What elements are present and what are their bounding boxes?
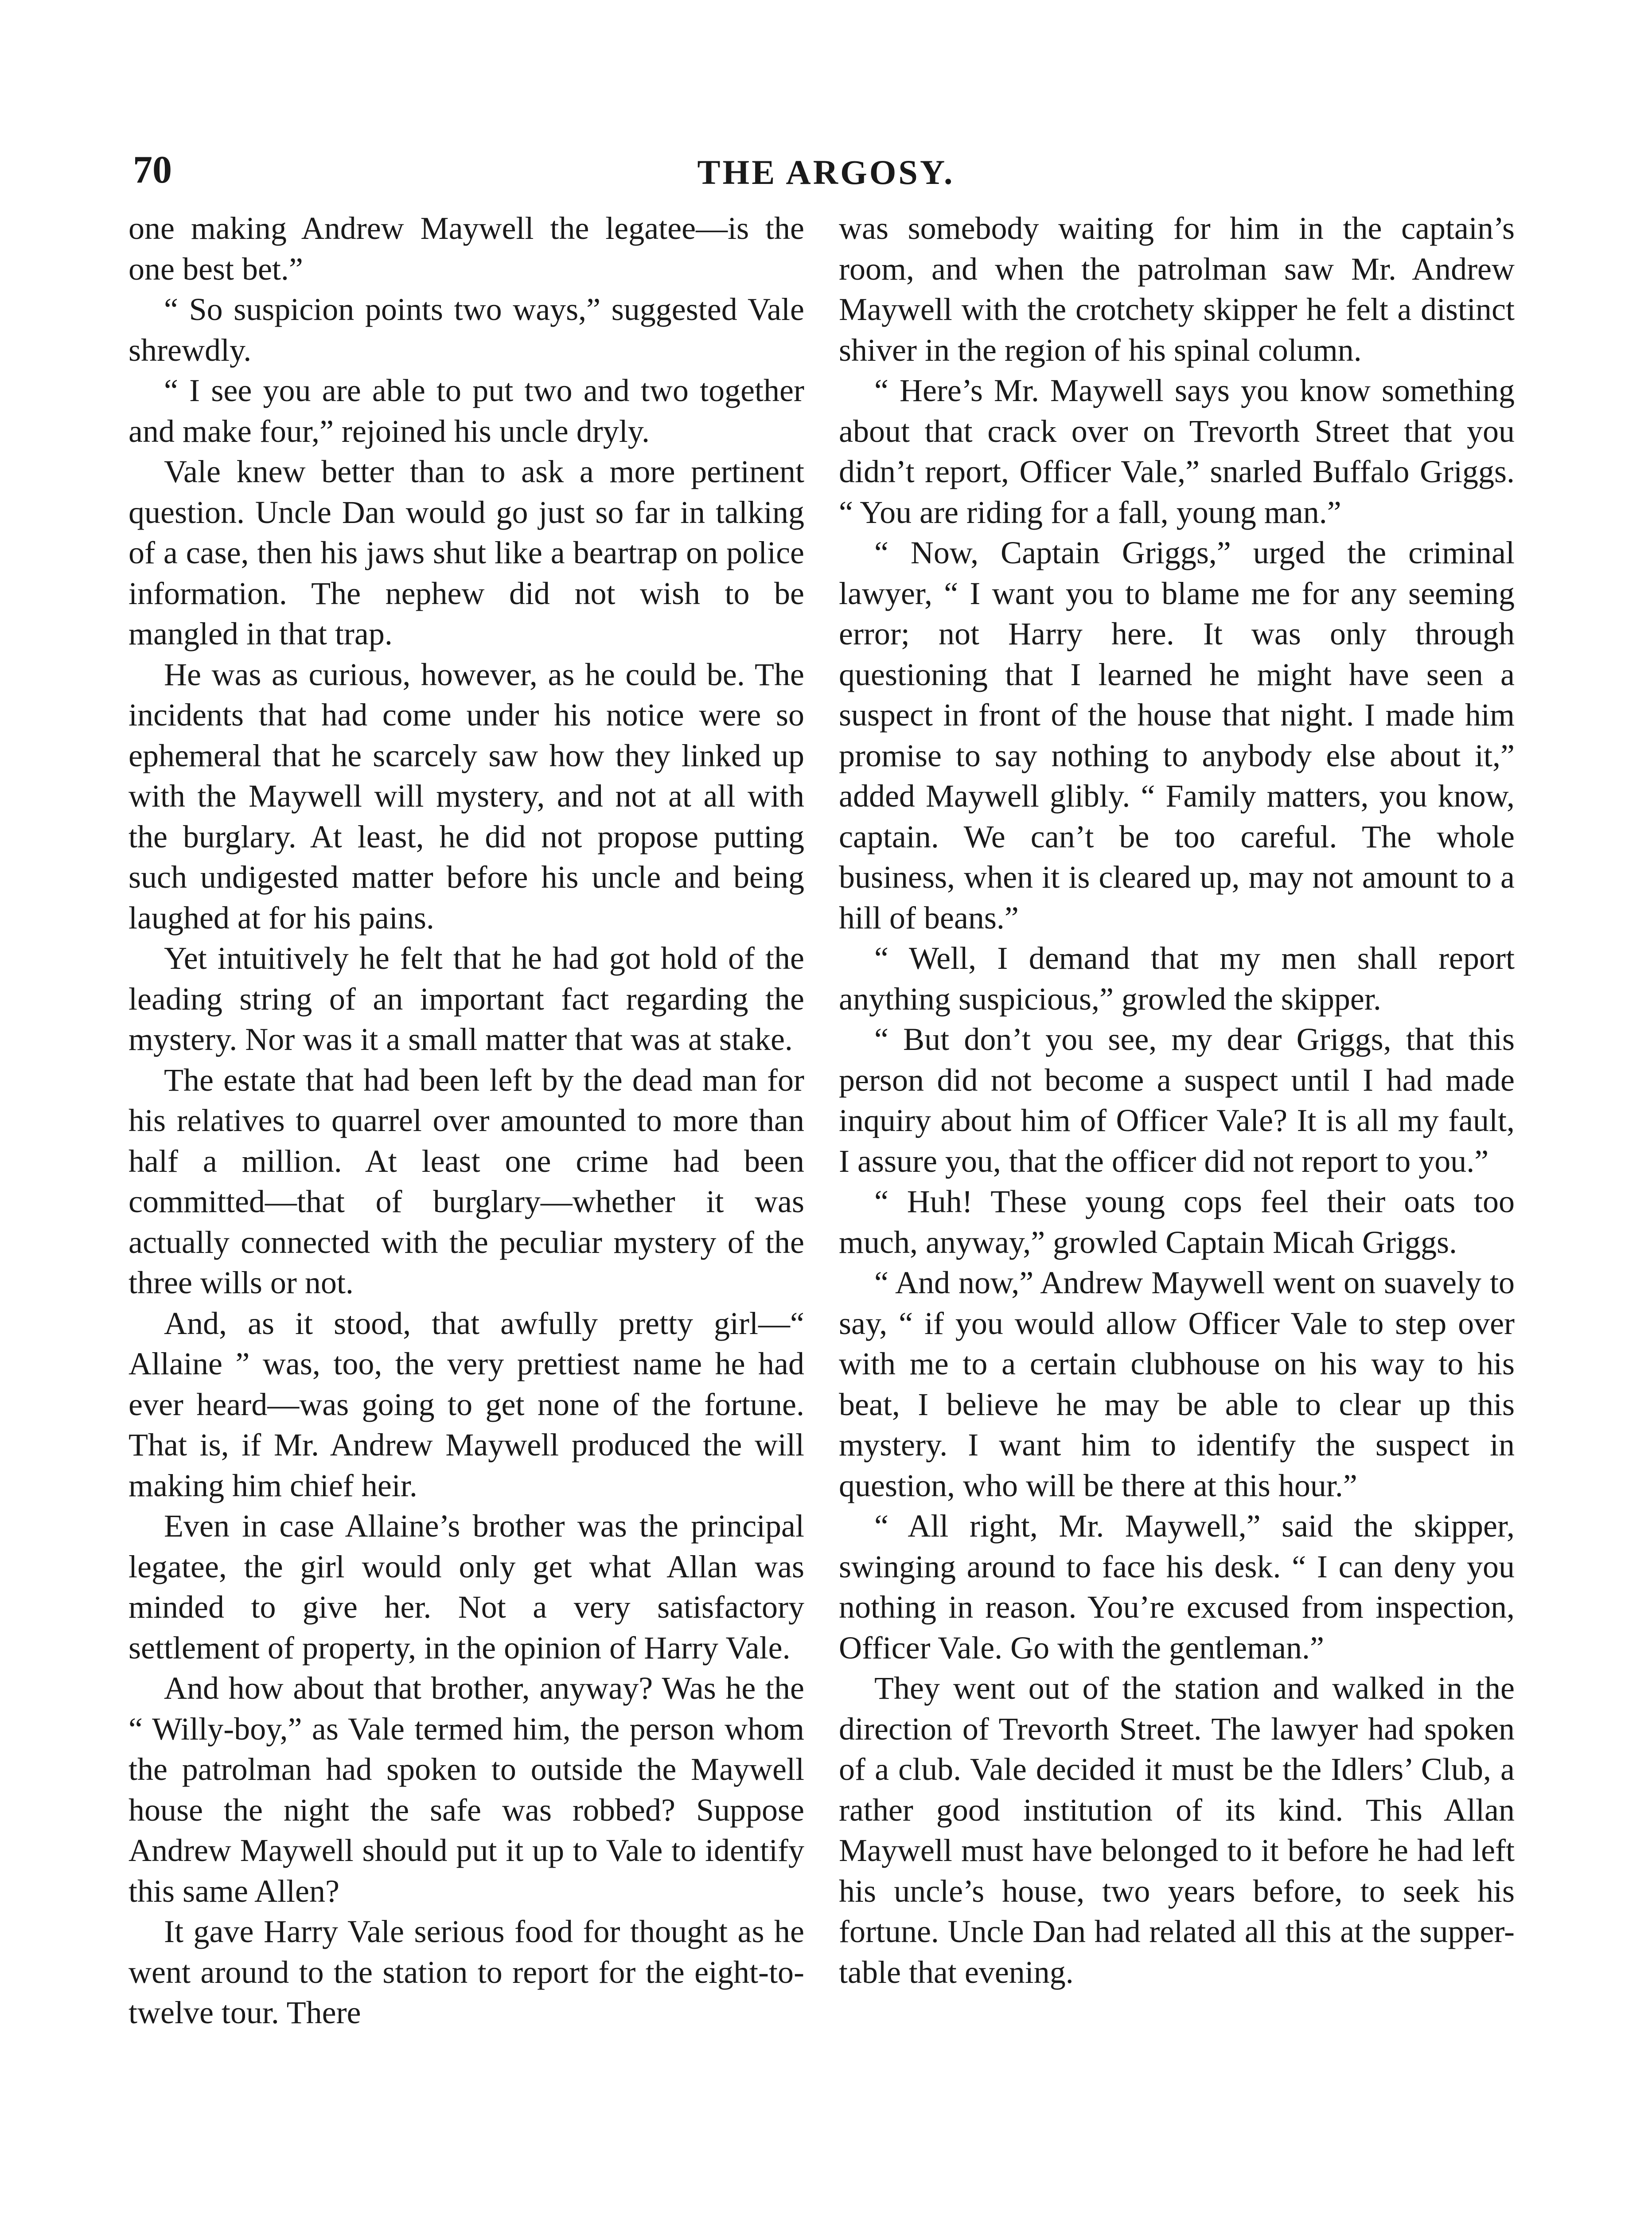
paragraph: “ So suspicion points two ways,” suggested Vale shrewdly.: [129, 292, 804, 368]
paragraph: And how about that brother, anyway? Was he the “ Willy-boy,” as Vale termed him, the person whom the patrolman had spoken to outside the Maywell house the night the safe was robbed? Suppose Andrew Maywell should put it up to Vale to identify this same Allen?: [129, 1670, 804, 1909]
page-number: 70: [133, 148, 172, 191]
paragraph: And, as it stood, that awfully pretty girl—“ Allaine ” was, too, the very prettiest name he had ever heard—was going to get none of the fortune. That is, if Mr. Andrew Maywell produced the will making him chief heir.: [129, 1305, 804, 1503]
paragraph: It gave Harry Vale serious food for thought as he went around to the station to report for the eight-to-twelve tour. There: [129, 1914, 804, 2030]
page-header: [0, 133, 1652, 204]
paragraph: “ I see you are able to put two and two together and make four,” rejoined his uncle dryly.: [129, 373, 804, 449]
paragraph: Even in case Allaine’s brother was the principal legatee, the girl would only get what Allan was minded to give her. Not a very satisfactory settlement of property, in the opinion of Harry Vale.: [129, 1508, 804, 1666]
running-title: THE ARGOSY.: [697, 153, 955, 191]
left-column: [129, 208, 804, 2033]
paragraph: one making Andrew Maywell the legatee—is the one best bet.”: [129, 211, 804, 287]
paragraph: “ Here’s Mr. Maywell says you know something about that crack over on Trevorth Street that you didn’t report, Officer Vale,” snarled Buffalo Griggs. “ You are riding for a fall, young man.”: [839, 373, 1515, 530]
paragraph: “ And now,” Andrew Maywell went on suavely to say, “ if you would allow Officer Vale to step over with me to a certain clubhouse on his way to his beat, I believe he may be able to clear up this mystery. I want him to identify the suspect in question, who will be there at this hour.”: [839, 1265, 1515, 1503]
paragraph: was somebody waiting for him in the captain’s room, and when the patrolman saw Mr. Andrew Maywell with the crotchety skipper he felt a distinct shiver in the region of his spinal column.: [839, 211, 1515, 368]
paragraph: “ Well, I demand that my men shall report anything suspicious,” growled the skipper.: [839, 940, 1515, 1017]
paragraph: “ But don’t you see, my dear Griggs, that this person did not become a suspect until I had made inquiry about him of Officer Vale? It is all my fault, I assure you, that the officer did not report to you.”: [839, 1022, 1515, 1179]
paragraph: They went out of the station and walked in the direction of Trevorth Street. The lawyer had spoken of a club. Vale decided it must be the Idlers’ Club, a rather good institution of its kind. This Allan Maywell must have belonged to it before he had left his uncle’s house, two years before, to seek his fortune. Uncle Dan had related all this at the supper-table that evening.: [839, 1670, 1515, 1990]
paragraph: The estate that had been left by the dead man for his relatives to quarrel over amounted to more than half a million. At least one crime had been committed—that of burglary—whether it was actually connected with the peculiar mystery of the three wills or not.: [129, 1062, 804, 1300]
paragraph: Vale knew better than to ask a more pertinent question. Uncle Dan would go just so far in talking of a case, then his jaws shut like a beartrap on police information. The nephew did not wish to be mangled in that trap.: [129, 454, 804, 652]
paragraph: “ All right, Mr. Maywell,” said the skipper, swinging around to face his desk. “ I can deny you nothing in reason. You’re excused from inspection, Officer Vale. Go with the gentleman.”: [839, 1508, 1515, 1666]
paragraph: He was as curious, however, as he could be. The incidents that had come under his notice were so ephemeral that he scarcely saw how they linked up with the Maywell will mystery, and not at all with the burglary. At least, he did not propose putting such undigested matter before his uncle and being laughed at for his pains.: [129, 656, 804, 936]
paragraph: Yet intuitively he felt that he had got hold of the leading string of an important fact regarding the mystery. Nor was it a small matter that was at stake.: [129, 940, 804, 1057]
paragraph: “ Huh! These young cops feel their oats too much, anyway,” growled Captain Micah Griggs.: [839, 1184, 1515, 1260]
paragraph: “ Now, Captain Griggs,” urged the criminal lawyer, “ I want you to blame me for any seeming error; not Harry here. It was only through questioning that I learned he might have seen a suspect in front of the house that night. I made him promise to say nothing to anybody else about it,” added Maywell glibly. “ Family matters, you know, captain. We can’t be too careful. The whole business, when it is cleared up, may not amount to a hill of beans.”: [839, 535, 1515, 936]
right-column: [839, 208, 1515, 1993]
